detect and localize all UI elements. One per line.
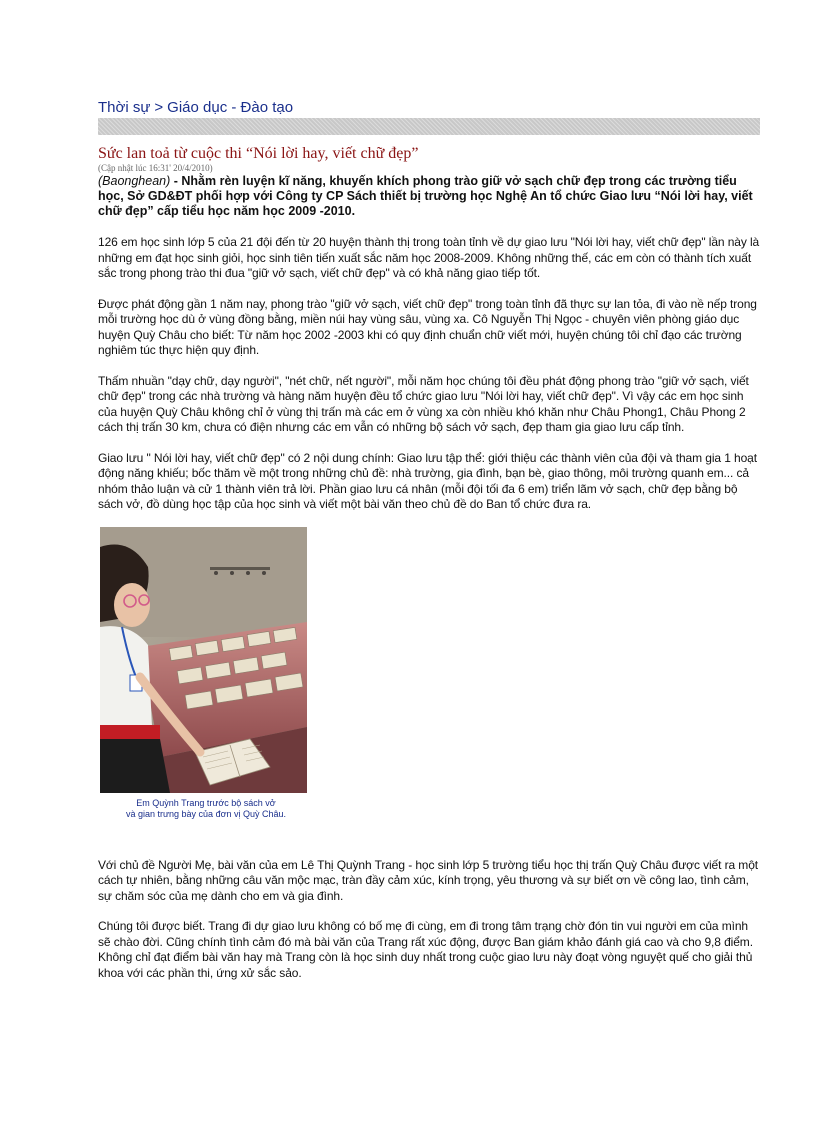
- article-updated-time: (Cập nhật lúc 16:31' 20/4/2010): [98, 163, 213, 173]
- breadcrumb-separator: >: [154, 99, 164, 116]
- article-paragraph: Giao lưu " Nói lời hay, viết chữ đẹp" có 2 nội dung chính: Giao lưu tập thể: giới thiệu các thành viên của đội và tham gia 1 hoạt động năng khiếu; bốc thăm về một trong những chủ đề: nhà trường, gia đình, bạn bè, giao thông, môi trường quanh em... cả nhóm thảo luận và cử 1 thành viên trả lời. Phần giao lưu cá nhân (mỗi đội tối đa 6 em) triển lãm vở sạch, chữ đẹp bằng bộ sách vở, đồ dùng học tập của học sinh và viết một bài văn theo chủ đề do Ban tổ chức đưa ra.: [98, 450, 757, 511]
- article-figure: [98, 527, 314, 820]
- article-lead-text: - Nhằm rèn luyện kĩ năng, khuyến khích phong trào giữ vở sạch chữ đẹp trong các trường tiểu học, Sở GD&ĐT phối hợp với Công ty CP Sách thiết bị trường học Nghệ An tổ chức Giao lưu “Nói lời hay, viết chữ đẹp” cấp tiểu học năm học 2009 -2010.: [98, 174, 753, 218]
- article-paragraph: Được phát động gần 1 năm nay, phong trào "giữ vở sạch, viết chữ đẹp" trong toàn tỉnh đã thực sự lan tỏa, đi vào nề nếp trong mỗi trường học dù ở vùng đồng bằng, miền núi hay vùng sâu, vùng xa. Cô Nguyễn Thị Ngọc - chuyên viên phòng giáo dục huyện Quỳ Châu cho biết: Từ năm học 2002 -2003 khi có quy định chuẩn chữ viết mới, huyện chúng tôi chỉ đạo các trường nghiêm túc thực hiện quy định.: [98, 296, 757, 357]
- article-paragraph: 126 em học sinh lớp 5 của 21 đội đến từ 20 huyện thành thị trong toàn tỉnh về dự giao lưu "Nói lời hay, viết chữ đẹp" lần này là những em đạt học sinh giỏi, học sinh tiên tiến xuất sắc năm học 2008-2009. Không những thế, các em còn có thành tích xuất sắc trong phong trào thi đua "giữ vở sạch, viết chữ đẹp" và có khả năng giao tiếp tốt.: [98, 235, 760, 280]
- article-paragraph: Thấm nhuần "dạy chữ, dạy người", "nét chữ, nết người", mỗi năm học chúng tôi đều phát động phong trào "giữ vở sạch, viết chữ đẹp" trong các nhà trường và hàng năm huyện đều tổ chức giao lưu "Nói lời hay, viết chữ đẹp". Vì vậy các em học sinh của huyện Quỳ Châu không chỉ ở vùng thị trấn mà các em ở vùng xa còn nhiều khó khăn như Châu Phong1, Châu Phong 2 cách thị trấn 30 km, chưa có điện nhưng các em vẫn có những bộ sách vở sạch, đẹp tham gia giao lưu cấp tỉnh.: [98, 373, 749, 434]
- article-paragraph: Với chủ đề Người Mẹ, bài văn của em Lê Thị Quỳnh Trang - học sinh lớp 5 trường tiểu học thị trấn Quỳ Châu được viết ra một cách tự nhiên, bằng những câu văn mộc mạc, tràn đầy cảm xúc, kính trọng, yêu thương và sự biết ơn về công lao, tình cảm, sự chăm sóc của mẹ dành cho em và gia đình.: [98, 857, 759, 903]
- breadcrumb: [98, 98, 760, 118]
- article-page: [98, 98, 760, 981]
- breadcrumb-section-link[interactable]: Thời sự: [98, 99, 151, 116]
- figure-caption: [98, 798, 314, 820]
- student-photo: [100, 527, 307, 793]
- article-title: Sức lan toả từ cuộc thi “Nói lời hay, viết chữ đẹp”: [98, 145, 419, 162]
- article-paragraph: Chúng tôi được biết. Trang đi dự giao lưu không có bố mẹ đi cùng, em đi trong tâm trạng chờ đón tin vui người em của mình sẽ chào đời. Cũng chính tình cảm đó mà bài văn của Trang rất xúc động, được Ban giám khảo đánh giá cao và cho 9,8 điểm. Không chỉ đạt điểm bài văn hay mà Trang còn là học sinh duy nhất trong cuộc giao lưu này đoạt vòng nguyệt quế cho giải thủ khoa với các phần thi, ứng xử sắc sảo.: [98, 919, 753, 980]
- section-divider-bar: [98, 118, 760, 135]
- article-lead: [98, 174, 760, 219]
- article-source: (Baonghean): [98, 174, 171, 188]
- figure-caption-line: Em Quỳnh Trang trước bộ sách vở: [136, 797, 276, 808]
- breadcrumb-category-link[interactable]: Giáo dục - Đào tạo: [167, 99, 294, 116]
- figure-caption-line: và gian trưng bày của đơn vị Quỳ Châu.: [125, 808, 286, 819]
